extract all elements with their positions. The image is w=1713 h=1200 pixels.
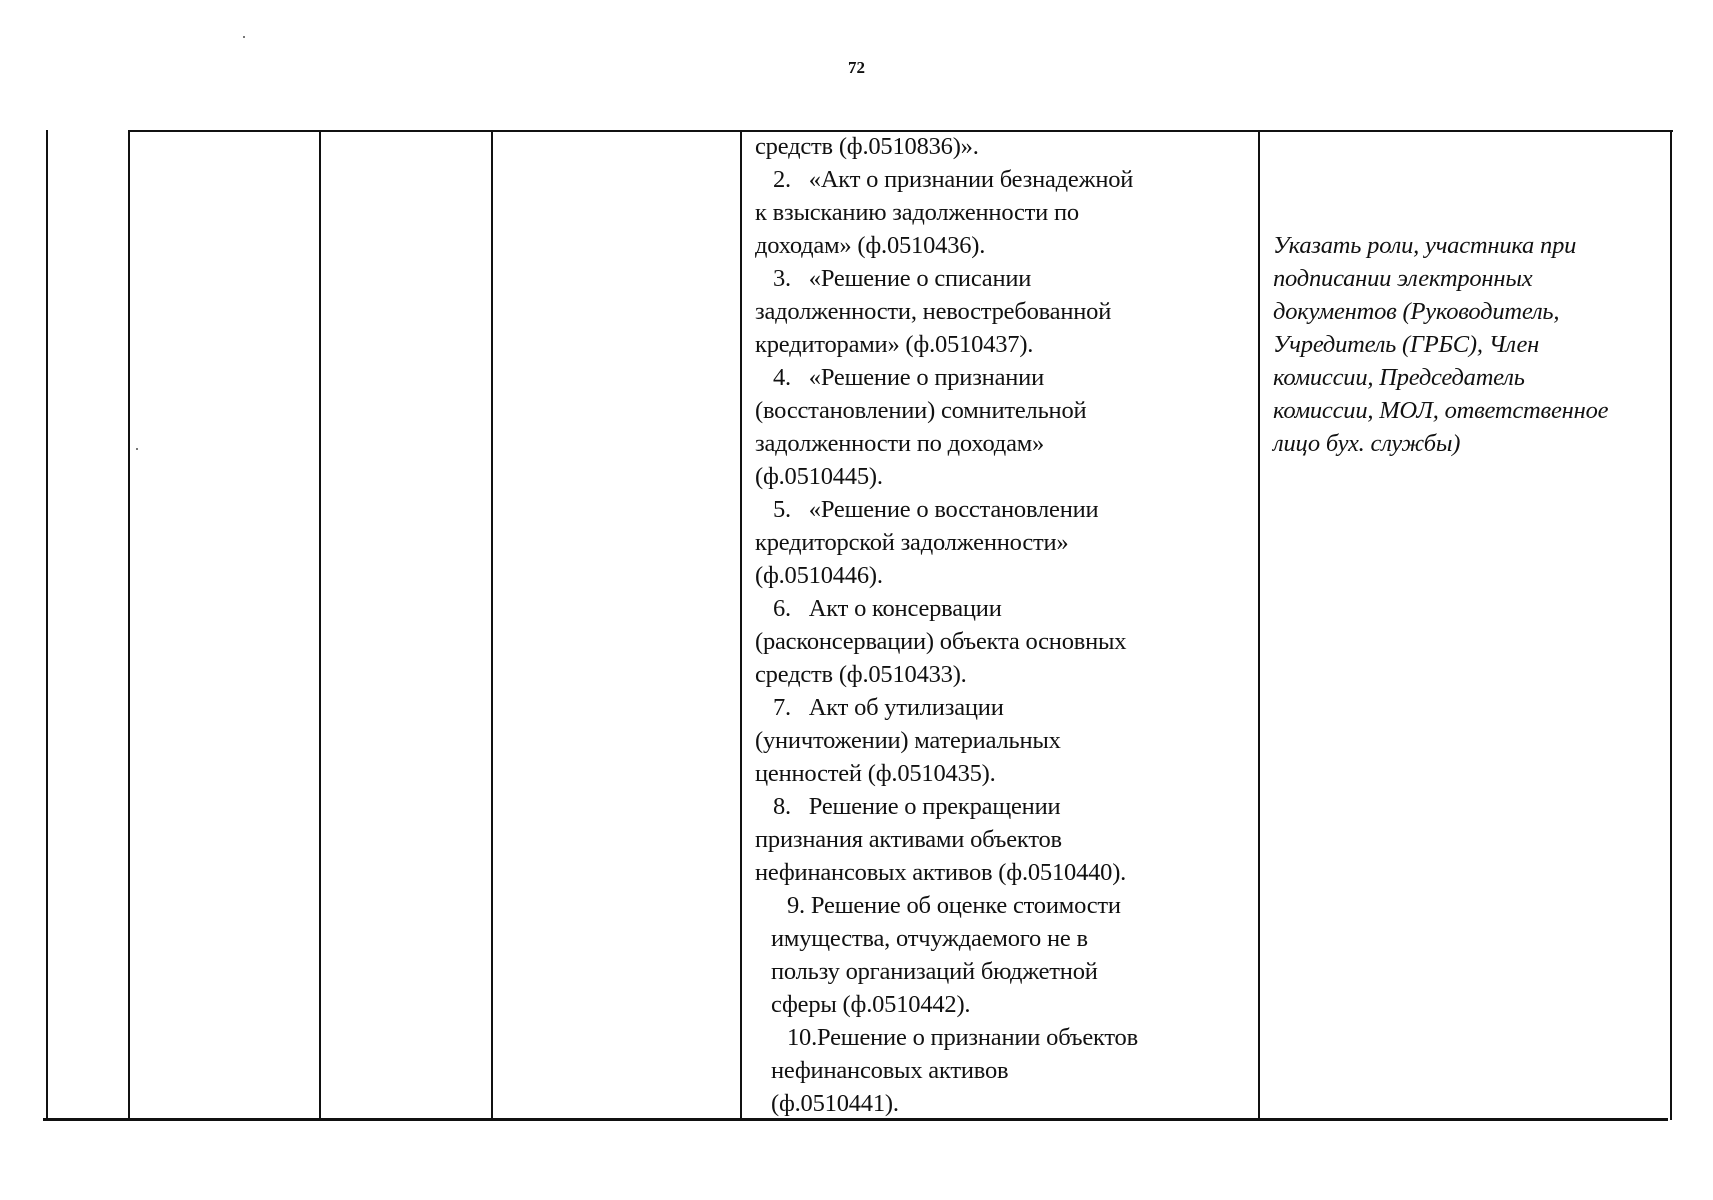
document-item-text: Решение об оценке стоимости	[810, 892, 1121, 919]
documents-lead-in: средств (ф.0510836)».	[755, 133, 979, 160]
signing-roles-line: Указать роли, участника при	[1273, 232, 1577, 259]
document-item-line	[755, 757, 1255, 790]
document-item-line	[771, 988, 1255, 1021]
document-item-text: (ф.0510441).	[771, 1090, 899, 1117]
document-item-line	[755, 262, 1255, 295]
column-border-4	[491, 130, 493, 1120]
document-item-line	[755, 823, 1255, 856]
document-item-number: 5.	[773, 496, 791, 523]
document-item-line	[771, 1054, 1255, 1087]
document-item-number: 8.	[773, 793, 791, 820]
signing-roles-line: комиссии, МОЛ, ответственное	[1273, 397, 1609, 424]
document-item-text: кредиторами» (ф.0510437).	[755, 331, 1034, 358]
document-item-text: «Решение о восстановлении	[808, 496, 1099, 523]
document-item-line	[755, 493, 1255, 526]
document-list-item	[755, 361, 1255, 493]
document-item-text: Акт об утилизации	[808, 694, 1004, 721]
document-item-text: (ф.0510445).	[755, 463, 883, 490]
signing-roles-line: лицо бух. службы)	[1273, 430, 1461, 457]
column-border-6	[1258, 130, 1260, 1120]
column-border-5	[740, 130, 742, 1120]
document-list-item	[755, 592, 1255, 691]
document-item-text: «Решение о списании	[808, 265, 1032, 292]
documents-list	[755, 163, 1255, 1120]
column-border-3	[319, 130, 321, 1120]
document-item-line	[755, 559, 1255, 592]
document-item-text: задолженности по доходам»	[755, 430, 1045, 457]
document-item-line	[771, 922, 1255, 955]
document-item-line	[771, 889, 1255, 922]
document-item-text: (расконсервации) объекта основных	[755, 628, 1127, 655]
signing-roles-line: документов (Руководитель,	[1273, 298, 1560, 325]
document-list-item	[755, 262, 1255, 361]
documents-table	[43, 130, 1673, 1120]
document-item-text: сферы (ф.0510442).	[771, 991, 971, 1018]
document-item-line	[755, 790, 1255, 823]
document-item-line	[755, 196, 1255, 229]
document-item-text: нефинансовых активов (ф.0510440).	[755, 859, 1127, 886]
document-item-line	[755, 361, 1255, 394]
document-item-number: 3.	[773, 265, 791, 292]
document-item-line	[755, 229, 1255, 262]
document-item-line	[771, 1021, 1255, 1054]
document-item-text: Акт о консервации	[808, 595, 1002, 622]
document-item-text: Решение о прекращении	[808, 793, 1061, 820]
document-item-text: имущества, отчуждаемого не в	[771, 925, 1088, 952]
document-item-text: средств (ф.0510433).	[755, 661, 967, 688]
document-item-text: нефинансовых активов	[771, 1057, 1009, 1084]
document-item-text: доходам» (ф.0510436).	[755, 232, 986, 259]
signing-roles-note	[1273, 229, 1683, 460]
document-item-line	[755, 691, 1255, 724]
document-item-text: пользу организаций бюджетной	[771, 958, 1098, 985]
document-item-line	[755, 460, 1255, 493]
document-item-line	[755, 295, 1255, 328]
document-item-number: 7.	[773, 694, 791, 721]
document-list-item	[755, 1021, 1255, 1120]
document-item-line	[755, 658, 1255, 691]
scan-speck	[243, 36, 245, 38]
document-item-line	[755, 163, 1255, 196]
document-item-line	[771, 955, 1255, 988]
document-item-text: (ф.0510446).	[755, 562, 883, 589]
documents-list-cell	[755, 130, 1255, 1120]
document-item-text: (уничтожении) материальных	[755, 727, 1061, 754]
document-item-line	[755, 394, 1255, 427]
document-list-item	[755, 493, 1255, 592]
document-item-text: признания активами объектов	[755, 826, 1062, 853]
document-list-item	[755, 790, 1255, 889]
document-item-line	[755, 724, 1255, 757]
signing-roles-line: комиссии, Председатель	[1273, 364, 1525, 391]
document-item-line	[755, 625, 1255, 658]
document-item-line	[755, 328, 1255, 361]
document-list-item	[755, 889, 1255, 1021]
document-item-text: к взысканию задолженности по	[755, 199, 1079, 226]
document-item-text: «Решение о признании	[808, 364, 1044, 391]
document-item-number: 2.	[773, 166, 791, 193]
document-item-line	[755, 856, 1255, 889]
document-item-line	[755, 526, 1255, 559]
document-item-number: 6.	[773, 595, 791, 622]
document-item-text: ценностей (ф.0510435).	[755, 760, 996, 787]
document-item-text: Решение о признании объектов	[817, 1024, 1138, 1051]
document-item-number: 9.	[787, 892, 805, 919]
page-number: 72	[848, 58, 865, 77]
column-border-2	[128, 130, 130, 1120]
column-border-1	[46, 130, 48, 1120]
signing-roles-cell	[1273, 229, 1683, 460]
document-item-number: 4.	[773, 364, 791, 391]
document-item-text: кредиторской задолженности»	[755, 529, 1069, 556]
signing-roles-line: Учредитель (ГРБС), Член	[1273, 331, 1540, 358]
document-item-line	[755, 427, 1255, 460]
document-list-item	[755, 691, 1255, 790]
document-item-number: 10.	[787, 1024, 818, 1051]
document-list-item	[755, 163, 1255, 262]
document-item-text: задолженности, невостребованной	[755, 298, 1112, 325]
document-item-text: «Акт о признании безнадежной	[808, 166, 1134, 193]
document-item-line	[755, 592, 1255, 625]
document-item-text: (восстановлении) сомнительной	[755, 397, 1087, 424]
document-item-line	[771, 1087, 1255, 1120]
signing-roles-line: подписании электронных	[1273, 265, 1533, 292]
